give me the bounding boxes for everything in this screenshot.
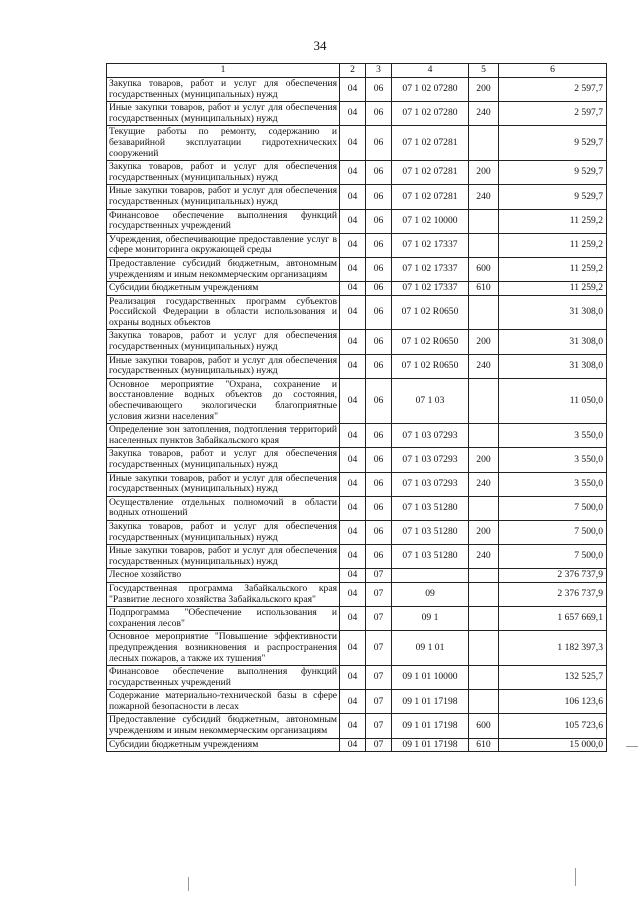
cell-section: 04	[340, 233, 366, 257]
cell-expense-type: 200	[469, 78, 499, 102]
cell-subsection: 07	[366, 666, 392, 690]
cell-section: 04	[340, 631, 366, 666]
cell-subsection: 06	[366, 78, 392, 102]
cell-name: Иные закупки товаров, работ и услуг для обеспечения государственных (муниципальных) нужд	[107, 185, 340, 209]
cell-amount: 7 500,0	[499, 545, 607, 569]
cell-amount: 3 550,0	[499, 472, 607, 496]
table-row	[107, 282, 607, 296]
cell-amount: 1 657 669,1	[499, 607, 607, 631]
cell-amount: 2 376 737,9	[499, 569, 607, 583]
cell-section: 04	[340, 354, 366, 378]
cell-section: 04	[340, 209, 366, 233]
cell-section: 04	[340, 520, 366, 544]
cell-name: Закупка товаров, работ и услуг для обеспечения государственных (муниципальных) нужд	[107, 520, 340, 544]
table-row	[107, 424, 607, 448]
cell-amount: 11 259,2	[499, 282, 607, 296]
cell-expense-type: 240	[469, 472, 499, 496]
cell-target-code: 07 1 02 R0650	[392, 354, 469, 378]
cell-name: Лесное хозяйство	[107, 569, 340, 583]
cell-section: 04	[340, 582, 366, 606]
table-row	[107, 520, 607, 544]
cell-amount: 7 500,0	[499, 496, 607, 520]
cell-amount: 2 597,7	[499, 102, 607, 126]
cell-name: Определение зон затопления, подтопления территорий населенных пунктов Забайкальского края	[107, 424, 340, 448]
cell-target-code: 09 1	[392, 607, 469, 631]
cell-target-code: 07 1 03 07293	[392, 424, 469, 448]
cell-name: Финансовое обеспечение выполнения функций государственных учреждений	[107, 666, 340, 690]
cell-subsection: 06	[366, 520, 392, 544]
table-row	[107, 102, 607, 126]
cell-amount: 9 529,7	[499, 126, 607, 161]
scan-mark	[626, 746, 638, 747]
cell-expense-type: 200	[469, 448, 499, 472]
table-row	[107, 472, 607, 496]
cell-expense-type	[469, 233, 499, 257]
cell-name: Иные закупки товаров, работ и услуг для обеспечения государственных (муниципальных) нужд	[107, 102, 340, 126]
cell-section: 04	[340, 496, 366, 520]
cell-subsection: 07	[366, 631, 392, 666]
table-row	[107, 738, 607, 752]
cell-target-code: 07 1 02 07281	[392, 161, 469, 185]
column-header: 3	[366, 64, 392, 78]
cell-amount: 15 000,0	[499, 738, 607, 752]
header-row	[107, 64, 607, 78]
cell-expense-type	[469, 582, 499, 606]
cell-target-code: 07 1 03 51280	[392, 496, 469, 520]
cell-amount: 11 259,2	[499, 257, 607, 281]
cell-expense-type	[469, 378, 499, 423]
table-row	[107, 126, 607, 161]
cell-subsection: 06	[366, 424, 392, 448]
cell-target-code: 07 1 03 51280	[392, 545, 469, 569]
cell-target-code: 07 1 02 R0650	[392, 295, 469, 330]
cell-subsection: 06	[366, 257, 392, 281]
cell-subsection: 06	[366, 378, 392, 423]
cell-subsection: 06	[366, 102, 392, 126]
cell-name: Государственная программа Забайкальского края "Развитие лесного хозяйства Забайкальского края"	[107, 582, 340, 606]
cell-name: Закупка товаров, работ и услуг для обеспечения государственных (муниципальных) нужд	[107, 330, 340, 354]
cell-target-code: 07 1 02 10000	[392, 209, 469, 233]
cell-subsection: 06	[366, 448, 392, 472]
cell-section: 04	[340, 78, 366, 102]
cell-name: Субсидии бюджетным учреждениям	[107, 282, 340, 296]
cell-expense-type: 200	[469, 330, 499, 354]
cell-expense-type	[469, 607, 499, 631]
scan-mark	[188, 877, 189, 891]
cell-target-code: 07 1 03 07293	[392, 472, 469, 496]
cell-expense-type: 200	[469, 161, 499, 185]
cell-expense-type: 600	[469, 714, 499, 738]
cell-section: 04	[340, 126, 366, 161]
cell-subsection: 06	[366, 209, 392, 233]
cell-section: 04	[340, 738, 366, 752]
column-header: 4	[392, 64, 469, 78]
cell-name: Учреждения, обеспечивающие предоставление услуг в сфере мониторинга окружающей среды	[107, 233, 340, 257]
cell-name: Предоставление субсидий бюджетным, автономным учреждениям и иным некоммерческим организациям	[107, 714, 340, 738]
cell-expense-type: 610	[469, 282, 499, 296]
cell-section: 04	[340, 161, 366, 185]
cell-subsection: 06	[366, 330, 392, 354]
cell-expense-type: 240	[469, 185, 499, 209]
cell-amount: 2 376 737,9	[499, 582, 607, 606]
cell-name: Осуществление отдельных полномочий в области водных отношений	[107, 496, 340, 520]
cell-name: Подпрограмма "Обеспечение использования и сохранения лесов"	[107, 607, 340, 631]
cell-section: 04	[340, 607, 366, 631]
table-row	[107, 378, 607, 423]
cell-expense-type	[469, 295, 499, 330]
cell-subsection: 07	[366, 714, 392, 738]
cell-section: 04	[340, 714, 366, 738]
cell-target-code: 07 1 02 17337	[392, 257, 469, 281]
cell-target-code: 07 1 02 R0650	[392, 330, 469, 354]
cell-name: Иные закупки товаров, работ и услуг для обеспечения государственных (муниципальных) нужд	[107, 354, 340, 378]
table-row	[107, 582, 607, 606]
cell-subsection: 06	[366, 295, 392, 330]
cell-subsection: 06	[366, 161, 392, 185]
cell-subsection: 06	[366, 233, 392, 257]
cell-expense-type	[469, 690, 499, 714]
cell-target-code: 09 1 01	[392, 631, 469, 666]
cell-subsection: 07	[366, 569, 392, 583]
cell-target-code: 07 1 03 07293	[392, 448, 469, 472]
cell-name: Реализация государственных программ субъектов Российской Федерации в области использования и охраны водных объектов	[107, 295, 340, 330]
cell-target-code: 09 1 01 17198	[392, 738, 469, 752]
cell-name: Закупка товаров, работ и услуг для обеспечения государственных (муниципальных) нужд	[107, 161, 340, 185]
cell-target-code: 07 1 02 07281	[392, 185, 469, 209]
cell-subsection: 06	[366, 185, 392, 209]
cell-target-code: 09 1 01 17198	[392, 714, 469, 738]
cell-section: 04	[340, 185, 366, 209]
cell-name: Основное мероприятие "Охрана, сохранение и восстановление водных объектов до состояния, обеспечивающего экологически благоприятные условия жизни населения"	[107, 378, 340, 423]
table-row	[107, 666, 607, 690]
cell-subsection: 06	[366, 282, 392, 296]
cell-target-code: 09 1 01 10000	[392, 666, 469, 690]
cell-name: Текущие работы по ремонту, содержанию и безаварийной эксплуатации гидротехнических сооружений	[107, 126, 340, 161]
cell-expense-type	[469, 631, 499, 666]
cell-target-code: 09 1 01 17198	[392, 690, 469, 714]
cell-amount: 11 050,0	[499, 378, 607, 423]
cell-amount: 9 529,7	[499, 161, 607, 185]
cell-expense-type: 600	[469, 257, 499, 281]
cell-target-code: 07 1 02 07280	[392, 102, 469, 126]
cell-section: 04	[340, 545, 366, 569]
table-row	[107, 714, 607, 738]
cell-section: 04	[340, 295, 366, 330]
cell-subsection: 06	[366, 126, 392, 161]
cell-section: 04	[340, 424, 366, 448]
cell-subsection: 07	[366, 738, 392, 752]
cell-amount: 11 259,2	[499, 233, 607, 257]
cell-section: 04	[340, 472, 366, 496]
cell-amount: 105 723,6	[499, 714, 607, 738]
table-row	[107, 257, 607, 281]
table-row	[107, 354, 607, 378]
budget-table	[106, 63, 607, 752]
cell-name: Иные закупки товаров, работ и услуг для обеспечения государственных (муниципальных) нужд	[107, 545, 340, 569]
table-row	[107, 161, 607, 185]
cell-name: Иные закупки товаров, работ и услуг для обеспечения государственных (муниципальных) нужд	[107, 472, 340, 496]
cell-subsection: 06	[366, 472, 392, 496]
cell-name: Содержание материально-технической базы в сфере пожарной безопасности в лесах	[107, 690, 340, 714]
cell-target-code: 07 1 02 17337	[392, 233, 469, 257]
cell-amount: 106 123,6	[499, 690, 607, 714]
cell-expense-type: 240	[469, 545, 499, 569]
cell-expense-type: 240	[469, 354, 499, 378]
page-number: 34	[313, 38, 327, 53]
cell-target-code: 07 1 03 51280	[392, 520, 469, 544]
table-row	[107, 78, 607, 102]
cell-section: 04	[340, 448, 366, 472]
cell-section: 04	[340, 282, 366, 296]
table-row	[107, 185, 607, 209]
table-row	[107, 631, 607, 666]
cell-target-code: 07 1 02 17337	[392, 282, 469, 296]
cell-expense-type	[469, 569, 499, 583]
cell-expense-type: 610	[469, 738, 499, 752]
cell-amount: 31 308,0	[499, 354, 607, 378]
table-row	[107, 569, 607, 583]
table-row	[107, 295, 607, 330]
cell-amount: 31 308,0	[499, 330, 607, 354]
cell-name: Основное мероприятие "Повышение эффективности предупреждения возникновения и распространения лесных пожаров, а также их тушения"	[107, 631, 340, 666]
table-row	[107, 690, 607, 714]
table-body	[107, 78, 607, 752]
cell-target-code: 07 1 02 07280	[392, 78, 469, 102]
cell-expense-type	[469, 496, 499, 520]
table-row	[107, 496, 607, 520]
cell-target-code: 07 1 02 07281	[392, 126, 469, 161]
cell-name: Финансовое обеспечение выполнения функций государственных учреждений	[107, 209, 340, 233]
cell-section: 04	[340, 330, 366, 354]
cell-target-code	[392, 569, 469, 583]
column-header: 5	[469, 64, 499, 78]
cell-amount: 2 597,7	[499, 78, 607, 102]
cell-expense-type	[469, 209, 499, 233]
cell-amount: 31 308,0	[499, 295, 607, 330]
cell-amount: 1 182 397,3	[499, 631, 607, 666]
cell-name: Субсидии бюджетным учреждениям	[107, 738, 340, 752]
cell-name: Закупка товаров, работ и услуг для обеспечения государственных (муниципальных) нужд	[107, 448, 340, 472]
table-row	[107, 330, 607, 354]
cell-section: 04	[340, 257, 366, 281]
table-row	[107, 607, 607, 631]
cell-name: Закупка товаров, работ и услуг для обеспечения государственных (муниципальных) нужд	[107, 78, 340, 102]
cell-section: 04	[340, 569, 366, 583]
cell-amount: 7 500,0	[499, 520, 607, 544]
column-header: 2	[340, 64, 366, 78]
cell-section: 04	[340, 666, 366, 690]
cell-expense-type	[469, 424, 499, 448]
cell-subsection: 06	[366, 354, 392, 378]
table-row	[107, 233, 607, 257]
cell-subsection: 06	[366, 545, 392, 569]
cell-amount: 3 550,0	[499, 424, 607, 448]
column-header: 1	[107, 64, 340, 78]
cell-amount: 3 550,0	[499, 448, 607, 472]
cell-name: Предоставление субсидий бюджетным, автономным учреждениям и иным некоммерческим организациям	[107, 257, 340, 281]
table-row	[107, 448, 607, 472]
table-row	[107, 545, 607, 569]
cell-subsection: 07	[366, 690, 392, 714]
cell-subsection: 06	[366, 496, 392, 520]
cell-amount: 132 525,7	[499, 666, 607, 690]
cell-expense-type	[469, 126, 499, 161]
cell-amount: 9 529,7	[499, 185, 607, 209]
cell-amount: 11 259,2	[499, 209, 607, 233]
cell-section: 04	[340, 102, 366, 126]
cell-expense-type: 200	[469, 520, 499, 544]
table-row	[107, 209, 607, 233]
cell-target-code: 07 1 03	[392, 378, 469, 423]
cell-subsection: 07	[366, 582, 392, 606]
scan-mark	[575, 868, 576, 886]
cell-section: 04	[340, 378, 366, 423]
cell-expense-type: 240	[469, 102, 499, 126]
column-header: 6	[499, 64, 607, 78]
cell-target-code: 09	[392, 582, 469, 606]
cell-section: 04	[340, 690, 366, 714]
cell-expense-type	[469, 666, 499, 690]
cell-subsection: 07	[366, 607, 392, 631]
